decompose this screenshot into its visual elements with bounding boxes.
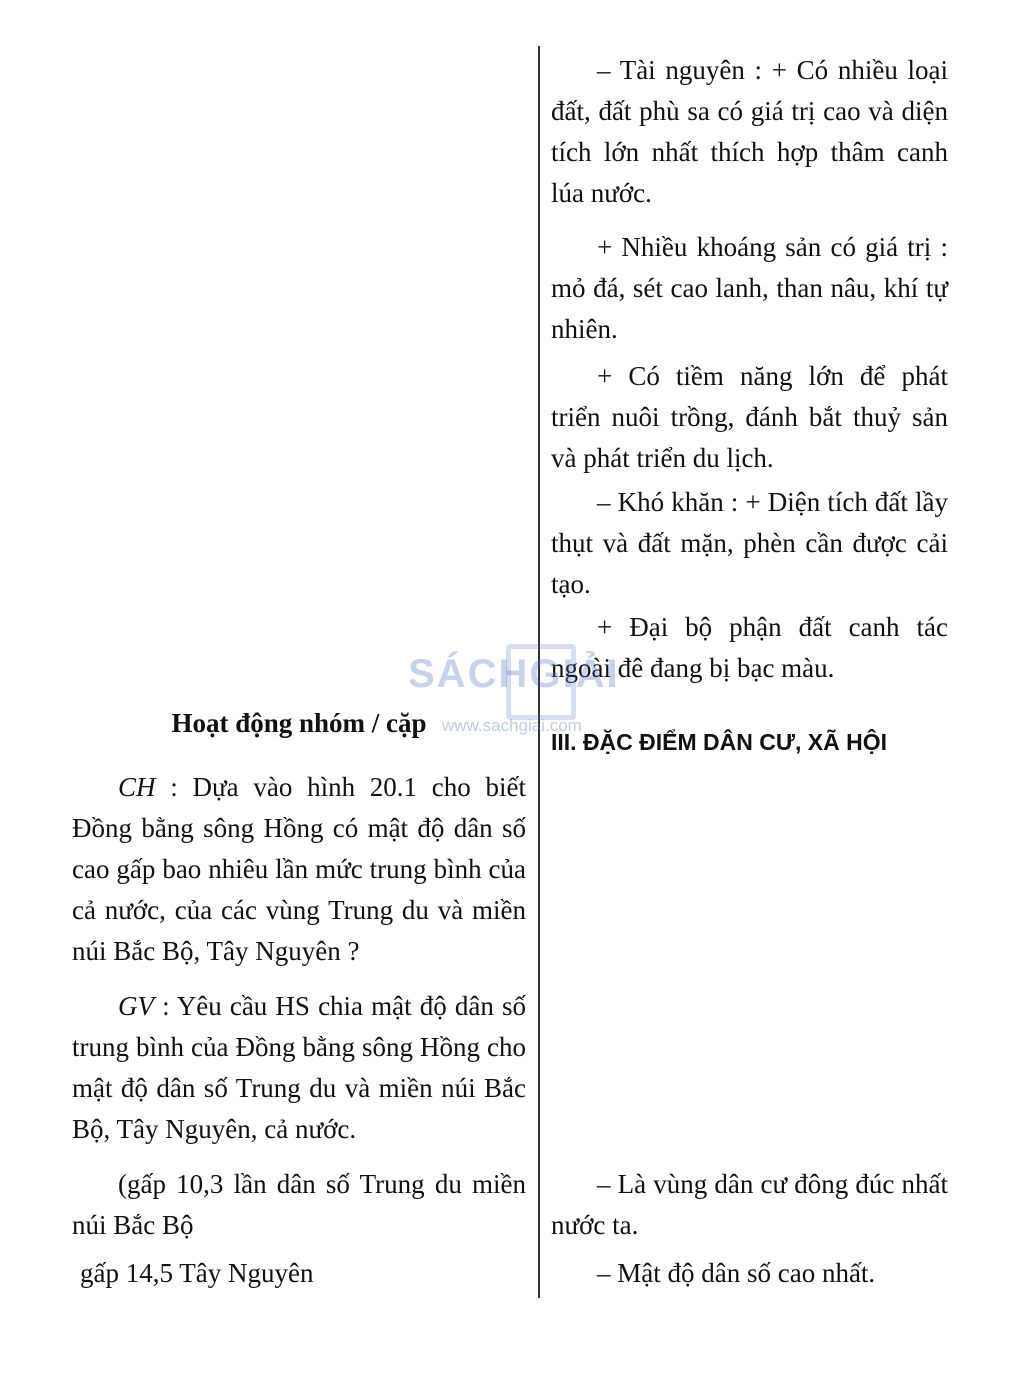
question-label: CH bbox=[118, 772, 156, 802]
column-divider bbox=[538, 46, 540, 1298]
population-dense-paragraph: – Là vùng dân cư đông đúc nhất nước ta. bbox=[551, 1169, 948, 1240]
activity-title: Hoạt động nhóm / cặp bbox=[171, 708, 427, 738]
difficulties-paragraph: – Khó khăn : + Diện tích đất lầy thụt và đất mặn, phèn cần được cải tạo. bbox=[551, 487, 948, 599]
answer-paragraph-2: gấp 14,5 Tây Nguyên bbox=[80, 1258, 314, 1288]
question-paragraph bbox=[72, 767, 526, 972]
aquaculture-paragraph: + Có tiềm năng lớn để phát triển nuôi trồng, đánh bắt thuỷ sản và phát triển du lịch. bbox=[551, 361, 948, 473]
teacher-paragraph bbox=[72, 986, 526, 1150]
resources-paragraph: – Tài nguyên : + Có nhiều loại đất, đất phù sa có giá trị cao và diện tích lớn nhất thích hợp thâm canh lúa nước. bbox=[551, 55, 948, 208]
watermark-url: www.sachgiai.com bbox=[442, 716, 582, 735]
answer-paragraph-1: (gấp 10,3 lần dân số Trung du miền núi Bắc Bộ bbox=[72, 1169, 526, 1240]
teacher-text: : Yêu cầu HS chia mật độ dân số trung bình của Đồng bằng sông Hồng cho mật độ dân số Trung du và miền núi Bắc Bộ, Tây Nguyên, cả nước. bbox=[72, 991, 526, 1144]
population-density-paragraph: – Mật độ dân số cao nhất. bbox=[597, 1258, 876, 1288]
watermark-logo: SÁCHGIẢI bbox=[408, 652, 620, 696]
section-heading: III. ĐẶC ĐIỂM DÂN CƯ, XÃ HỘI bbox=[551, 729, 887, 755]
question-text: : Dựa vào hình 20.1 cho biết Đồng bằng sông Hồng có mật độ dân số cao gấp bao nhiêu lần mức trung bình của cả nước, của các vùng Trung du và miền núi Bắc Bộ, Tây Nguyên ? bbox=[72, 772, 526, 966]
infertile-land-paragraph: + Đại bộ phận đất canh tác ngoài đê đang bị bạc màu. bbox=[551, 612, 948, 683]
minerals-paragraph: + Nhiều khoáng sản có giá trị : mỏ đá, sét cao lanh, than nâu, khí tự nhiên. bbox=[551, 232, 948, 344]
teacher-label: GV bbox=[118, 991, 154, 1021]
